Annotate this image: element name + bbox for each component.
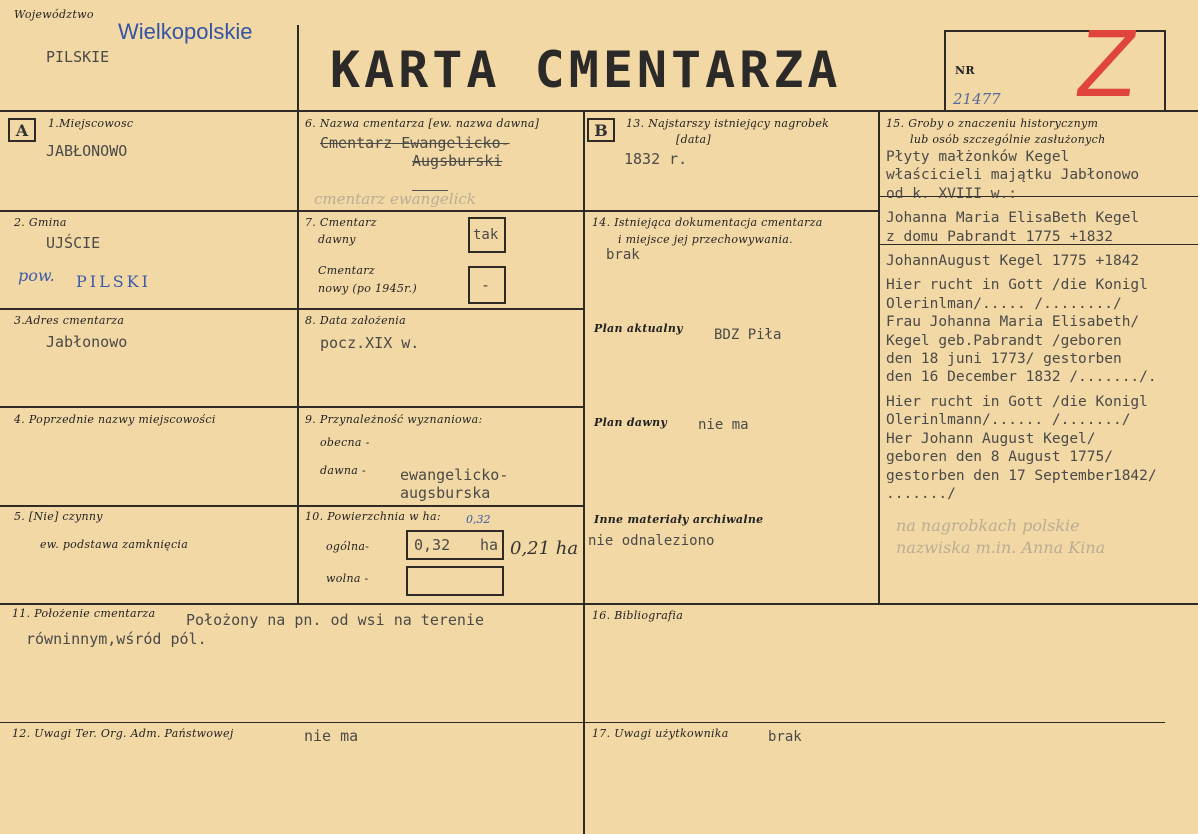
field-10-free-label: wolna - bbox=[326, 572, 369, 585]
field-4-label: 4. Poprzednie nazwy miejscowości bbox=[14, 413, 216, 426]
field-8-label: 8. Data założenia bbox=[305, 314, 406, 327]
inscription-line: den 18 juni 1773/ gestorben bbox=[886, 351, 1122, 368]
field-2-value: UJŚCIE bbox=[46, 234, 101, 252]
inscription-line: JohannAugust Kegel 1775 +1842 bbox=[886, 253, 1140, 270]
plan-current-label: Plan aktualny bbox=[594, 322, 683, 335]
field-7-new-value: - bbox=[481, 276, 491, 294]
field-15-label-1: 15. Groby o znaczeniu historycznym bbox=[886, 117, 1099, 130]
field-6-label: 6. Nazwa cmentarza [ew. nazwa dawna] bbox=[305, 117, 540, 130]
inscription-line: Płyty małżonków Kegel bbox=[886, 149, 1070, 165]
field-12-label: 12. Uwagi Ter. Org. Adm. Państwowej bbox=[12, 727, 234, 740]
field-12-value: nie ma bbox=[304, 727, 359, 745]
field-16-label: 16. Bibliografia bbox=[592, 609, 684, 622]
rule-nr-right bbox=[1164, 30, 1166, 110]
nr-label: NR bbox=[955, 64, 975, 77]
rule-row-6 bbox=[0, 603, 1198, 605]
other-materials-value: nie odnaleziono bbox=[588, 533, 715, 549]
field-13-value: 1832 r. bbox=[624, 150, 688, 168]
field-10-free-box bbox=[406, 566, 504, 596]
field-10-unit: ha bbox=[480, 536, 499, 554]
inscription-line: Frau Johanna Maria Elisabeth/ bbox=[886, 314, 1140, 331]
field-10-hand-above: 0,32 bbox=[466, 513, 491, 526]
field-11-label: 11. Położenie cmentarza bbox=[12, 607, 156, 620]
inscription-line: Johanna Maria ElisaBeth Kegel bbox=[886, 210, 1140, 227]
inscription-line: gestorben den 17 September1842/ bbox=[886, 467, 1157, 484]
field-3-value: Jabłonowo bbox=[46, 333, 128, 351]
rule-row-3 bbox=[0, 308, 583, 310]
rule-col-c bbox=[878, 110, 880, 603]
field-1-label: 1.Miejscowosc bbox=[48, 117, 134, 130]
field-1-value: JABŁONOWO bbox=[46, 142, 128, 160]
rule-row-2b bbox=[583, 210, 878, 212]
field-6-pencil: cmentarz ewangelick bbox=[314, 190, 476, 208]
field-11-value-1: Położony na pn. od wsi na terenie bbox=[186, 611, 485, 629]
inscription-line: Hier rucht in Gott /die Konigl bbox=[886, 277, 1148, 294]
field-7-old-label-1: 7. Cmentarz bbox=[305, 216, 377, 229]
plan-current-value: BDZ Piła bbox=[714, 327, 782, 343]
rule-header-bottom bbox=[0, 110, 1198, 112]
inscription-line: właścicieli majątku Jabłonowo bbox=[886, 167, 1140, 184]
field-2-pow-hand: pow. bbox=[18, 266, 55, 285]
rule-col-hdr bbox=[944, 30, 946, 110]
inscription-line: Olerinlmann/...... /......./ bbox=[886, 412, 1131, 429]
rule-col-a bbox=[297, 25, 299, 603]
card-title: KARTA CMENTARZA bbox=[330, 41, 842, 99]
rule-col-b bbox=[583, 110, 585, 834]
section-a-box: A bbox=[8, 118, 36, 142]
field-15-pencil-2: nazwiska m.in. Anna Kina bbox=[896, 538, 1106, 557]
rule-row-2 bbox=[0, 210, 583, 212]
field-7-old-value: tak bbox=[473, 227, 499, 243]
field-17-label: 17. Uwagi użytkownika bbox=[592, 727, 729, 740]
voivodeship-label: Województwo bbox=[14, 8, 94, 21]
field-10-total-label: ogólna- bbox=[326, 540, 370, 553]
field-5-label-2: ew. podstawa zamknięcia bbox=[40, 538, 189, 551]
field-2-pow-value: PILSKI bbox=[76, 272, 151, 291]
voivodeship-stamp: Wielkopolskie bbox=[118, 19, 253, 44]
plan-former-value: nie ma bbox=[698, 417, 749, 433]
other-materials-label: Inne materiały archiwalne bbox=[594, 513, 764, 526]
field-9-former-value-1: ewangelicko- bbox=[400, 466, 509, 484]
field-7-new-label-1: Cmentarz bbox=[318, 264, 375, 277]
field-2-label: 2. Gmina bbox=[14, 216, 67, 229]
rule-row-5 bbox=[0, 505, 583, 507]
nr-value: 21477 bbox=[953, 90, 1001, 108]
inscription-line: od k. XVIII w.: bbox=[886, 185, 1017, 202]
field-7-new-label-2: nowy (po 1945r.) bbox=[318, 282, 417, 295]
voivodeship-typed: PILSKIE bbox=[46, 48, 110, 66]
letter-z-mark: Z bbox=[1070, 10, 1145, 117]
field-10-label: 10. Powierzchnia w ha: bbox=[305, 510, 441, 523]
field-14-label-1: 14. Istniejąca dokumentacja cmentarza bbox=[592, 216, 823, 229]
field-15-inscriptions bbox=[886, 148, 1157, 503]
field-17-value: brak bbox=[768, 729, 802, 745]
section-b-box: B bbox=[587, 118, 615, 142]
inscription-line: geboren den 8 August 1775/ bbox=[886, 449, 1113, 466]
field-6-struck-1: Cmentarz Ewangelicko- bbox=[320, 134, 510, 152]
field-15-label-2: lub osób szczególnie zasłużonych bbox=[910, 133, 1106, 146]
field-3-label: 3.Adres cmentarza bbox=[14, 314, 125, 327]
inscription-line: den 16 December 1832 /......./. bbox=[886, 369, 1157, 386]
field-9-label: 9. Przynależność wyznaniowa: bbox=[305, 413, 483, 426]
field-15-pencil-1: na nagrobkach polskie bbox=[896, 516, 1080, 535]
inscription-line: ......./ bbox=[886, 485, 956, 502]
field-6-struck-2: Augsburski bbox=[412, 152, 503, 170]
field-10-total-value: 0,32 bbox=[414, 536, 451, 554]
plan-former-label: Plan dawny bbox=[594, 416, 668, 429]
field-9-former-label: dawna - bbox=[320, 464, 366, 477]
field-14-value: brak bbox=[606, 247, 640, 263]
inscription-line: Her Johann August Kegel/ bbox=[886, 430, 1096, 447]
inscription-line: Olerinlman/..... /......../ bbox=[886, 295, 1122, 312]
field-11-value-2: równinnym,wśród pól. bbox=[26, 630, 207, 648]
rule-row-4 bbox=[0, 406, 583, 408]
field-9-current-label: obecna - bbox=[320, 436, 370, 449]
inscription-line: z domu Pabrandt 1775 +1832 bbox=[886, 228, 1113, 245]
field-5-label-1: 5. [Nie] czynny bbox=[14, 510, 103, 523]
field-9-former-value-2: augsburska bbox=[400, 484, 491, 502]
field-13-label-2: [data] bbox=[676, 133, 711, 146]
field-8-value: pocz.XIX w. bbox=[320, 334, 420, 352]
field-14-label-2: i miejsce jej przechowywania. bbox=[618, 233, 793, 246]
field-7-old-label-2: dawny bbox=[318, 233, 356, 246]
field-13-label-1: 13. Najstarszy istniejący nagrobek bbox=[626, 117, 830, 130]
inscription-line: Hier rucht in Gott /die Konigl bbox=[886, 393, 1148, 410]
field-10-hand-right: 0,21 ha bbox=[510, 538, 579, 559]
inscription-line: Kegel geb.Pabrandt /geboren bbox=[886, 332, 1122, 349]
